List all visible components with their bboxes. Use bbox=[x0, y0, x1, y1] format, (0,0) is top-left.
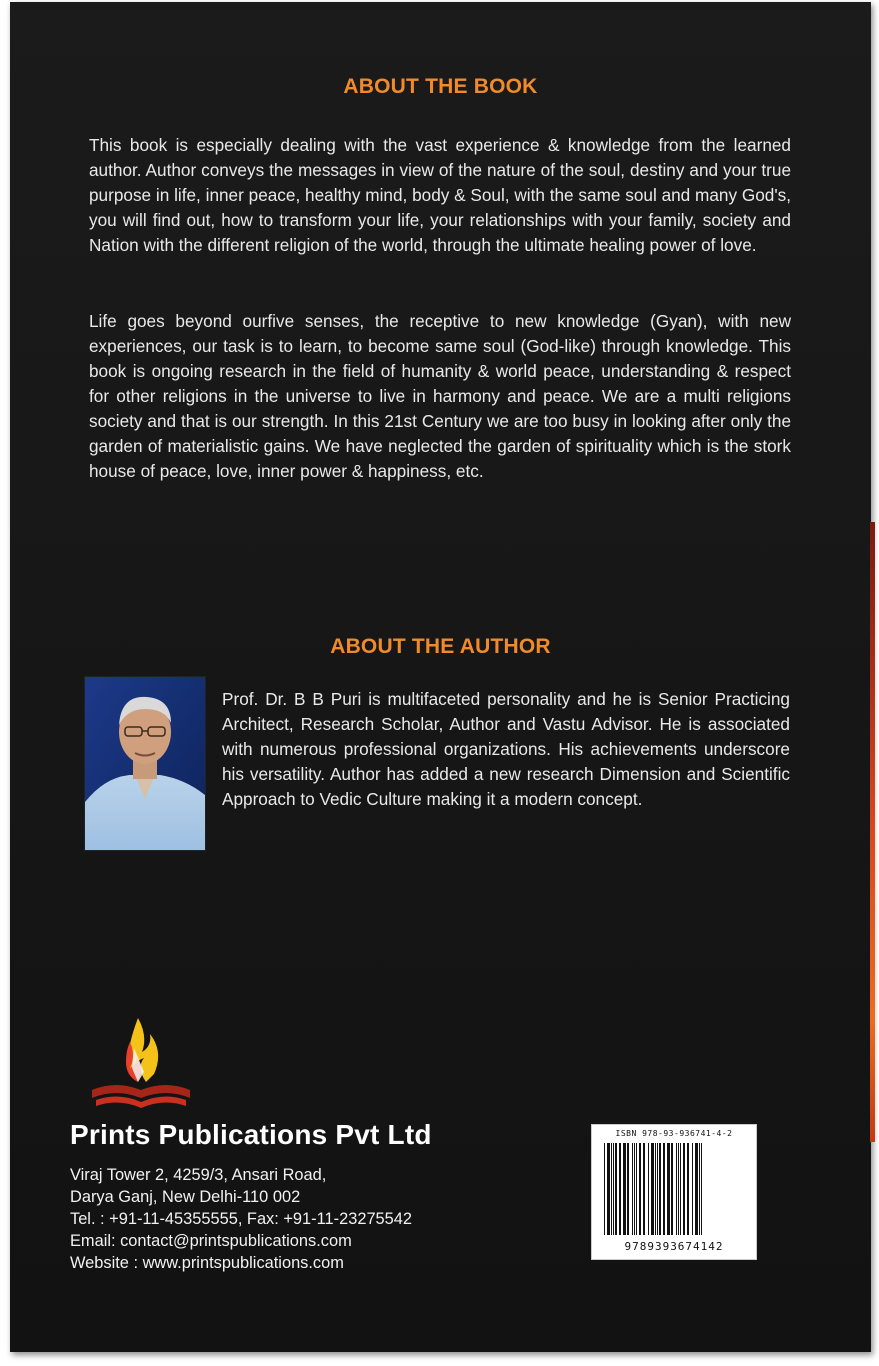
author-photo bbox=[84, 676, 206, 851]
about-author-heading: ABOUT THE AUTHOR bbox=[330, 635, 551, 658]
author-bio: Prof. Dr. B B Puri is multifaceted personality and he is Senior Practicing Architect, Research Scholar, Author and Vastu Advisor. He is associated with numerous professional organizations. His achievements underscore his versatility. Author has added a new research Dimension and Scientific Approach to Vedic Culture making it a modern concept. bbox=[222, 689, 790, 809]
about-book-heading: ABOUT THE BOOK bbox=[343, 75, 538, 98]
publisher-name: Prints Publications Pvt Ltd bbox=[70, 1119, 432, 1150]
about-book-paragraph-2: Life goes beyond ourfive senses, the receptive to new knowledge (Gyan), with new experiences, our task is to learn, to become same soul (God-like) through knowledge. This book is ongoing research in the field of humanity & world peace, understanding & respect for other religions in the universe to live in harmony and peace. We are a multi religions society and that is our strength. In this 21st Century we are too busy in looking after only the garden of materialistic gains. We have neglected the garden of spirituality which is the stork house of peace, love, inner power & happiness, etc. bbox=[89, 311, 791, 481]
isbn-digits: 9789393674142 bbox=[624, 1240, 724, 1253]
publisher-phone: Tel. : +91-11-45355555, Fax: +91-11-23275542 bbox=[70, 1210, 413, 1228]
isbn-barcode bbox=[591, 1124, 757, 1260]
publisher-email: Email: contact@printspublications.com bbox=[70, 1232, 352, 1250]
publisher-address-line-1: Viraj Tower 2, 4259/3, Ansari Road, bbox=[70, 1166, 327, 1184]
publisher-flame-book-logo bbox=[86, 1012, 196, 1116]
book-back-cover bbox=[10, 2, 871, 1352]
publisher-website: Website : www.printspublications.com bbox=[70, 1254, 344, 1272]
isbn-label: ISBN 978-93-936741-4-2 bbox=[615, 1129, 733, 1138]
publisher-contact-block bbox=[70, 1164, 540, 1274]
publisher-address-line-2: Darya Ganj, New Delhi-110 002 bbox=[70, 1188, 301, 1206]
barcode-bars bbox=[602, 1143, 746, 1239]
cover-edge bbox=[870, 522, 875, 1142]
about-book-paragraph-1: This book is especially dealing with the vast experience & knowledge from the learned author. Author conveys the messages in view of the nature of the soul, destiny and your true purpose in life, inner peace, healthy mind, body & Soul, with the same soul and many God's, you will find out, how to transform your life, your relationships with your family, society and Nation with the different religion of the world, through the ultimate healing power of love. bbox=[89, 135, 791, 255]
